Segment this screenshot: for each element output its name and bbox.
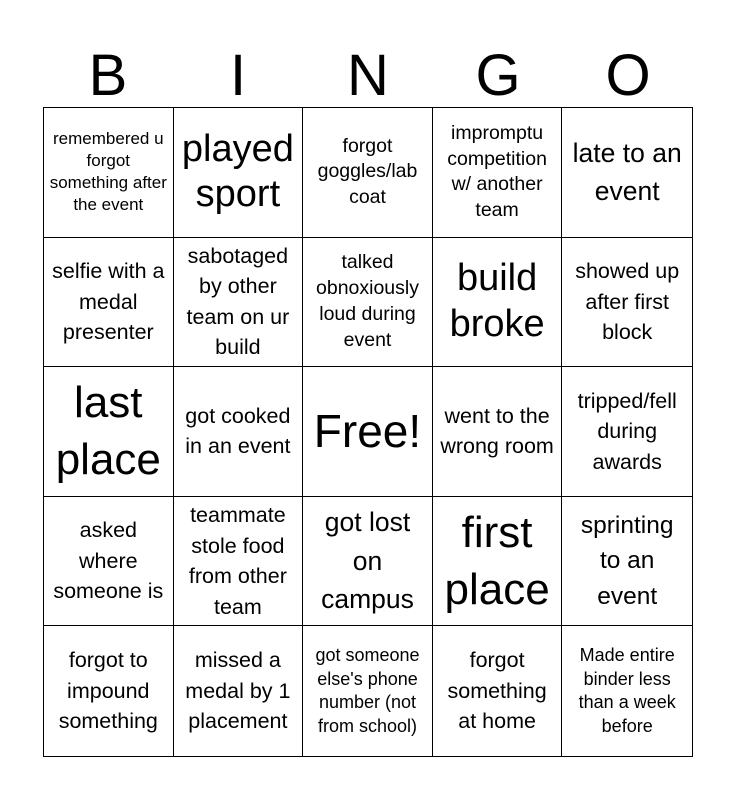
bingo-cell[interactable]	[562, 238, 692, 368]
header-letter-n: N	[347, 43, 389, 108]
cell-text: remembered u forgot something after the event	[49, 129, 167, 215]
bingo-cell[interactable]	[174, 367, 304, 497]
header-letter-i: I	[229, 43, 247, 108]
cell-text: last place	[55, 378, 161, 485]
bingo-cell[interactable]	[303, 108, 433, 238]
cell-text: Made entire binder less than a week before	[578, 645, 676, 736]
bingo-cell[interactable]	[303, 238, 433, 368]
bingo-cell[interactable]	[174, 108, 304, 238]
header-letter-g: G	[475, 43, 521, 108]
free-space-text: Free!	[313, 404, 422, 457]
bingo-cell[interactable]	[44, 367, 174, 497]
header-letter-o: O	[605, 43, 651, 108]
bingo-cell[interactable]	[562, 497, 692, 627]
cell-text: forgot something at home	[447, 648, 547, 734]
cell-text: first place	[444, 507, 550, 615]
bingo-cell[interactable]	[433, 108, 563, 238]
bingo-cell[interactable]	[44, 108, 174, 238]
bingo-cell[interactable]	[174, 497, 304, 627]
bingo-cell[interactable]	[433, 626, 563, 756]
cell-text: forgot goggles/lab coat	[317, 134, 418, 209]
bingo-cell[interactable]	[303, 626, 433, 756]
bingo-header	[43, 44, 693, 108]
cell-text: got lost on campus	[321, 507, 414, 615]
bingo-board	[43, 107, 693, 757]
cell-text: teammate stole food from other team	[188, 503, 287, 619]
bingo-cell[interactable]	[174, 238, 304, 368]
header-letter-b: B	[88, 43, 128, 108]
cell-text: build broke	[449, 257, 545, 345]
cell-text: got cooked in an event	[185, 403, 291, 459]
bingo-cell[interactable]	[433, 238, 563, 368]
cell-text: got someone else's phone number (not from school)	[315, 645, 420, 736]
cell-text: late to an event	[572, 137, 682, 207]
bingo-cell[interactable]	[44, 238, 174, 368]
cell-text: tripped/fell during awards	[577, 388, 677, 474]
bingo-cell-free[interactable]	[303, 367, 433, 497]
bingo-cell[interactable]	[433, 367, 563, 497]
cell-text: went to the wrong room	[440, 403, 554, 459]
cell-text: asked where someone is	[53, 518, 164, 604]
cell-text: sprinting to an event	[580, 511, 674, 610]
bingo-cell[interactable]	[303, 497, 433, 627]
cell-text: missed a medal by 1 placement	[185, 648, 291, 734]
bingo-cell[interactable]	[174, 626, 304, 756]
cell-text: forgot to impound something	[58, 648, 158, 734]
bingo-cell[interactable]	[562, 108, 692, 238]
cell-text: selfie with a medal presenter	[52, 259, 165, 345]
bingo-cell[interactable]	[562, 367, 692, 497]
cell-text: sabotaged by other team on ur build	[186, 243, 290, 360]
cell-text: impromptu competition w/ another team	[447, 121, 547, 222]
cell-text: played sport	[181, 127, 294, 216]
bingo-cell[interactable]	[44, 626, 174, 756]
cell-text: talked obnoxiously loud during event	[316, 251, 419, 351]
bingo-cell[interactable]	[44, 497, 174, 627]
cell-text: showed up after first block	[575, 259, 680, 345]
bingo-cell[interactable]	[562, 626, 692, 756]
bingo-cell[interactable]	[433, 497, 563, 627]
